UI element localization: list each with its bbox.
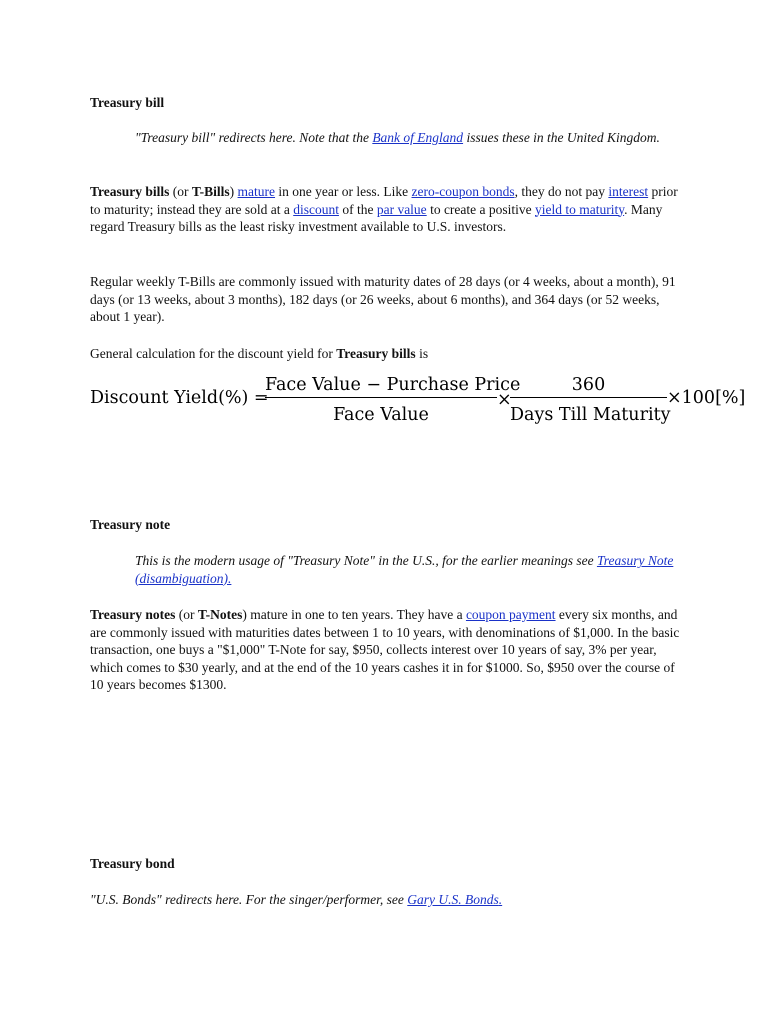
- fraction-numerator: Face Value − Purchase Price: [265, 375, 521, 395]
- link-yield-to-maturity[interactable]: yield to maturity: [535, 201, 625, 217]
- hatnote-text: "U.S. Bonds" redirects here. For the singer/performer, see: [90, 892, 408, 907]
- discount-yield-formula: [90, 373, 750, 429]
- heading-treasury-bond: Treasury bond: [90, 856, 175, 871]
- formula-lhs: Discount Yield(%) =: [90, 388, 269, 408]
- link-zero-coupon-bonds[interactable]: zero-coupon bonds: [411, 184, 515, 199]
- link-gary-us-bonds[interactable]: Gary U.S. Bonds: [407, 892, 499, 907]
- link-bank-of-england[interactable]: Bank of England: [372, 130, 464, 145]
- hatnote-treasury-note: [135, 552, 675, 587]
- fraction-bar: [510, 397, 667, 398]
- text: (or: [169, 184, 192, 199]
- bold-term: Treasury notes: [90, 607, 176, 622]
- text: . Many regard Treasury bills as the least risky investment available to U.S. investors.: [90, 201, 663, 234]
- hatnote-text: This is the modern usage of "Treasury Note" in the U.S., for the earlier meanings see: [135, 553, 597, 568]
- hatnote-text: "Treasury bill" redirects here. Note that the: [135, 130, 373, 145]
- fraction-bar: [265, 397, 497, 398]
- text: is: [415, 346, 429, 361]
- hatnote-treasury-bill: [135, 129, 675, 147]
- text: every six months, and are commonly issued with maturities dates between 1 to 10 years, with denominations of $1,000. In the basic transaction, one buys a "$1,000" T-Note for say, $950, collects interest over 10 years of say, 3% per year, which comes to $30 yearly, and at the end of the 10 years cashes it in for $1000. So, $950 over the course of 10 years becomes $1300.: [90, 607, 680, 692]
- link-discount[interactable]: discount: [293, 201, 339, 217]
- multiply-sign: ×: [497, 390, 512, 410]
- link-interest[interactable]: interest: [608, 184, 649, 199]
- text: to create a positive: [426, 201, 536, 217]
- fraction-price: [265, 373, 521, 427]
- formula-tail: ×100[%]: [667, 388, 746, 408]
- link-treasury-note-disambiguation[interactable]: Treasury Note (disambiguation): [135, 553, 674, 586]
- fraction-denominator: Face Value: [333, 405, 429, 425]
- link-par-value[interactable]: par value: [376, 201, 427, 217]
- hatnote-text: .: [656, 130, 660, 145]
- bold-term: Treasury bills: [336, 346, 416, 361]
- paragraph-calculation-intro: [90, 345, 690, 363]
- hatnote-text: .: [228, 570, 232, 586]
- hatnote-treasury-bond: [90, 891, 690, 909]
- text: ) mature in one to ten years. They have a: [242, 607, 466, 622]
- link-mature[interactable]: mature: [237, 184, 276, 199]
- text: prior to maturity; instead they are sold at a: [90, 184, 678, 217]
- hatnote-text: .: [498, 892, 503, 907]
- text: , they do not pay: [514, 184, 609, 199]
- heading-treasury-bill: Treasury bill: [90, 95, 165, 110]
- paragraph-treasury-bills-intro: [90, 183, 690, 236]
- hatnote-text: issues these in the United Kingdom: [463, 130, 657, 145]
- heading-treasury-note: Treasury note: [90, 517, 171, 532]
- text: (or: [175, 607, 198, 622]
- bold-term: T-Bills: [191, 184, 230, 199]
- bold-term: Treasury bills: [90, 184, 170, 199]
- bold-term: T-Notes: [197, 607, 243, 622]
- link-coupon-payment[interactable]: coupon payment: [465, 607, 556, 622]
- fraction-days: [510, 373, 671, 427]
- fraction-numerator: 360: [571, 375, 606, 395]
- text: of the: [338, 201, 377, 217]
- text: ): [229, 184, 238, 199]
- paragraph-weekly-tbills: Regular weekly T-Bills are commonly issued with maturity dates of 28 days (or 4 weeks, about a month), 91 days (or 13 weeks, about 3 months), 182 days (or 26 weeks, about 6 months), and 364 days (or 52 weeks, about 1 year).: [90, 274, 676, 324]
- text: in one year or less. Like: [275, 184, 412, 199]
- fraction-denominator: Days Till Maturity: [510, 405, 671, 425]
- text: General calculation for the discount yield for: [90, 346, 337, 361]
- paragraph-treasury-notes: [90, 606, 682, 694]
